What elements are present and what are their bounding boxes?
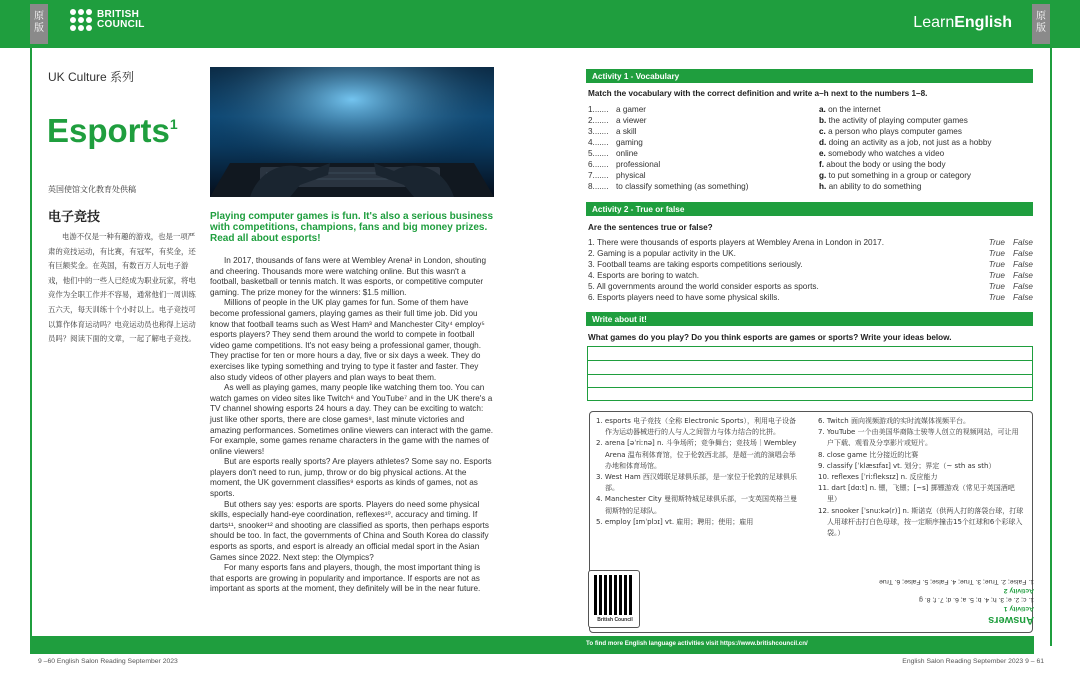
glossary-item: 9. classify [ˈklæsɪfaɪ] vt. 划分；界定（~ sth as sth）: [818, 461, 996, 470]
vocab-row: 5....... online e. somebody who watches a video: [588, 149, 945, 158]
answers-upside-down: [860, 570, 1034, 626]
qr-code[interactable]: [588, 570, 640, 628]
logo-line1: BRITISH: [97, 9, 140, 20]
vocab-row: 1....... a gamer a. on the internet: [588, 105, 881, 114]
answers-heading: Answers: [988, 614, 1034, 626]
glossary-left-column: [596, 416, 802, 528]
glossary-item: 1. esports 电子竞技（全称 Electronic Sports），利用电子设备作为运动器械进行的人与人之间智力与体力结合的比拼。: [596, 417, 796, 437]
logo-dots-icon: [70, 9, 92, 31]
write-instruction: What games do you play? Do you think esports are games or sports? Write your ideas below.: [588, 333, 952, 342]
qr-label: British Council: [597, 617, 633, 623]
activity2-heading: Activity 2 - True or false: [586, 202, 1033, 216]
activity2-instruction: Are the sentences true or false?: [588, 223, 713, 232]
top-banner: [0, 0, 1080, 48]
gaming-hands-photo: [210, 67, 494, 197]
british-council-logo: [70, 9, 145, 31]
qr-code-icon: [594, 575, 634, 615]
vocab-row: 7....... physical g. to put something in a group or category: [588, 171, 972, 180]
answers-a2-label: Activity 2: [1003, 587, 1034, 594]
body-paragraph: But are esports really sports? Are players athletes? Some say no. Esports players don't need to run, jump, throw or do big physical actions. At the moment, the UK government classifies⁹ esports as kinds of games, not as sports.: [210, 457, 492, 499]
body-paragraph: But others say yes: esports are sports. Players do need some physical skills, especially hand-eye coordination, reflexes¹⁰, accuracy and timing. If darts¹¹, snooker¹² and shooting are classified as sports, then perhaps esports should be too. In fact, the governments of China and South Korea do classify esports as sports, and esport is already an official medal sport in the Asian Games since 2022. Next step: the Olympics?: [210, 499, 489, 562]
article-intro: Playing computer games is fun. It's also a serious business with competitions, champions, fans and big money prizes. Read all about esports!: [210, 211, 494, 244]
original-tab-left: 原版: [30, 4, 48, 44]
article-body: [210, 256, 495, 595]
writing-lines[interactable]: [587, 346, 1033, 401]
footer-right: English Salon Reading September 2023 9 – 61: [902, 658, 1044, 665]
glossary-item: 12. snooker [ˈsnuːkə(r)] n. 斯诺克（供两人打的落袋台球，打球人用球杆击打白色母球，按一定顺序撞击15个红球和6个彩球入袋。）: [818, 506, 1024, 538]
vocab-list: [588, 104, 1033, 192]
activity1-instruction: Match the vocabulary with the correct definition and write a–h next to the numbers 1–8.: [588, 89, 928, 98]
glossary-item: 7. YouTube 一个由美国华裔陈士骏等人创立的视频网站，可让用户下载、观看及分享影片或短片。: [818, 428, 1019, 448]
glossary-item: 8. close game 比分接近的比赛: [818, 450, 919, 459]
cn-heading: 电子竞技: [48, 210, 101, 225]
tf-row: 5. All governments around the world consider esports as sports. True False: [588, 282, 1033, 291]
vocab-row: 2....... a viewer b. the activity of playing computer games: [588, 116, 968, 125]
body-paragraph: Millions of people in the UK play games for fun. Some of them have become professional gamers, playing games as their full time job. Did you know that football teams such as West Ham³ and Manchester City⁴ employ⁵ esports players? They send them around the world to compete in football video game competitions. It's not easy being a professional gamer, though. They practise for ten or more hours a day, five or six days a week. They do exercises like typing something and trying to type it faster and faster. They also study videos of other players and plan ways to beat them.: [210, 298, 485, 382]
tf-row: 1. There were thousands of esports players at Wembley Arena in London in 2017. True False: [588, 238, 1033, 247]
glossary-item: 5. employ [ɪmˈplɔɪ] vt. 雇用；聘用；使用；雇用: [596, 517, 754, 526]
article-title: Esports$^1$: [47, 112, 178, 149]
glossary-item: 4. Manchester City 曼彻斯特城足球俱乐部，一支英国英格兰曼彻斯特的足球队。: [596, 495, 798, 515]
logo-line2: COUNCIL: [97, 19, 145, 30]
glossary-item: 3. West Ham 西汉姆联足球俱乐部，是一家位于伦敦的足球俱乐部。: [596, 473, 797, 493]
vocab-row: 8....... to classify something (as something) h. an ability to do something: [588, 182, 922, 191]
series-kicker: UK Culture 系列: [48, 70, 135, 84]
glossary-item: 2. arena [əˈriːnə] n. 斗争场所；竞争舞台；竞技场｜Wembley Arena 温布利体育馆，位于伦敦西北部，是超一流的演唱会举办地和体育场馆。: [596, 439, 797, 470]
learnenglish-brand: LearnEnglish: [913, 14, 1012, 31]
glossary-item: 11. dart [dɑːt] n. 镖，飞镖；[~s] 掷镖游戏（常见于英国酒吧里）: [818, 484, 1015, 504]
body-paragraph: For many esports fans and players, though, the most important thing is that esports are growing in popularity and importance. If esports are not as important as sports at the moment, they definitely will be in the near future.: [210, 563, 481, 594]
glossary-item: 6. Twitch 面向视频游戏的实时流媒体视频平台。: [818, 417, 970, 425]
glossary-right-column: [818, 416, 1024, 539]
tf-row: 6. Esports players need to have some physical skills. True False: [588, 293, 1033, 302]
bottom-link-bar[interactable]: To find more English language activities visit https://www.britishcouncil.cn/: [30, 636, 1034, 654]
answers-a2: 1. False; 2. True; 3. True; 4. False; 5. False; 6. True: [879, 578, 1034, 585]
vocab-row: 4....... gaming d. doing an activity as a job, not just as a hobby: [588, 138, 992, 147]
cn-body: 电游不仅是一种有趣的游戏，也是一项严肃的竞技运动，有比赛，有冠军，有奖金，还有巨额奖金。在英国，有数百万人玩电子游戏，他们中的一些人已经成为职业玩家，将电竞作为全职工作并不容易，通常他们一周训练五六天，每天训练十个小时以上。电子竞技可以算作体育运动吗？电竞运动员也称得上运动员吗？阅读下面的文章，一起了解电子竞技。: [48, 232, 196, 344]
footer-left: 9 –60 English Salon Reading September 2023: [38, 658, 178, 665]
write-heading: Write about it!: [586, 312, 1033, 326]
answers-a1: 1. c; 2. e; 3. h; 4. b; 5. a; 6. d; 7. f; 8. g: [919, 596, 1034, 603]
vocab-row: 3....... a skill c. a person who plays computer games: [588, 127, 962, 136]
activity1-heading: Activity 1 - Vocabulary: [586, 69, 1033, 83]
byline: 英国使馆文化教育处供稿: [48, 185, 136, 194]
tf-row: 2. Gaming is a popular activity in the UK. True False: [588, 249, 1033, 258]
true-false-list: [588, 237, 1033, 303]
body-paragraph: As well as playing games, many people like watching them too. You can watch games on video sites like Twitch⁶ and YouTube⁷ and in the UK there's a TV channel showing esports 24 hours a day. They can be exciting to watch: just like other sports, there are close games⁸, last minute victories and amazing performances. Sometimes online viewers can interact with the game. For example, some games rename characters in the game with the names of online viewers!: [210, 383, 494, 456]
vocab-row: 6....... professional f. about the body or using the body: [588, 160, 946, 169]
original-tab-right: 原版: [1032, 4, 1050, 44]
tf-row: 4. Esports are boring to watch. True False: [588, 271, 1033, 280]
answers-a1-label: Activity 1: [1003, 605, 1034, 612]
tf-row: 3. Football teams are taking esports competitions seriously. True False: [588, 260, 1033, 269]
body-paragraph: In 2017, thousands of fans were at Wembley Arena² in London, shouting and cheering. Thousands more were watching online. But this wasn't a football, basketball or tennis match. It was esports, or competitive computer gaming. The prize money for the winners: $1.5 million.: [210, 256, 487, 297]
glossary-item: 10. reflexes [ˈriːfleksɪz] n. 反应能力: [818, 473, 938, 482]
